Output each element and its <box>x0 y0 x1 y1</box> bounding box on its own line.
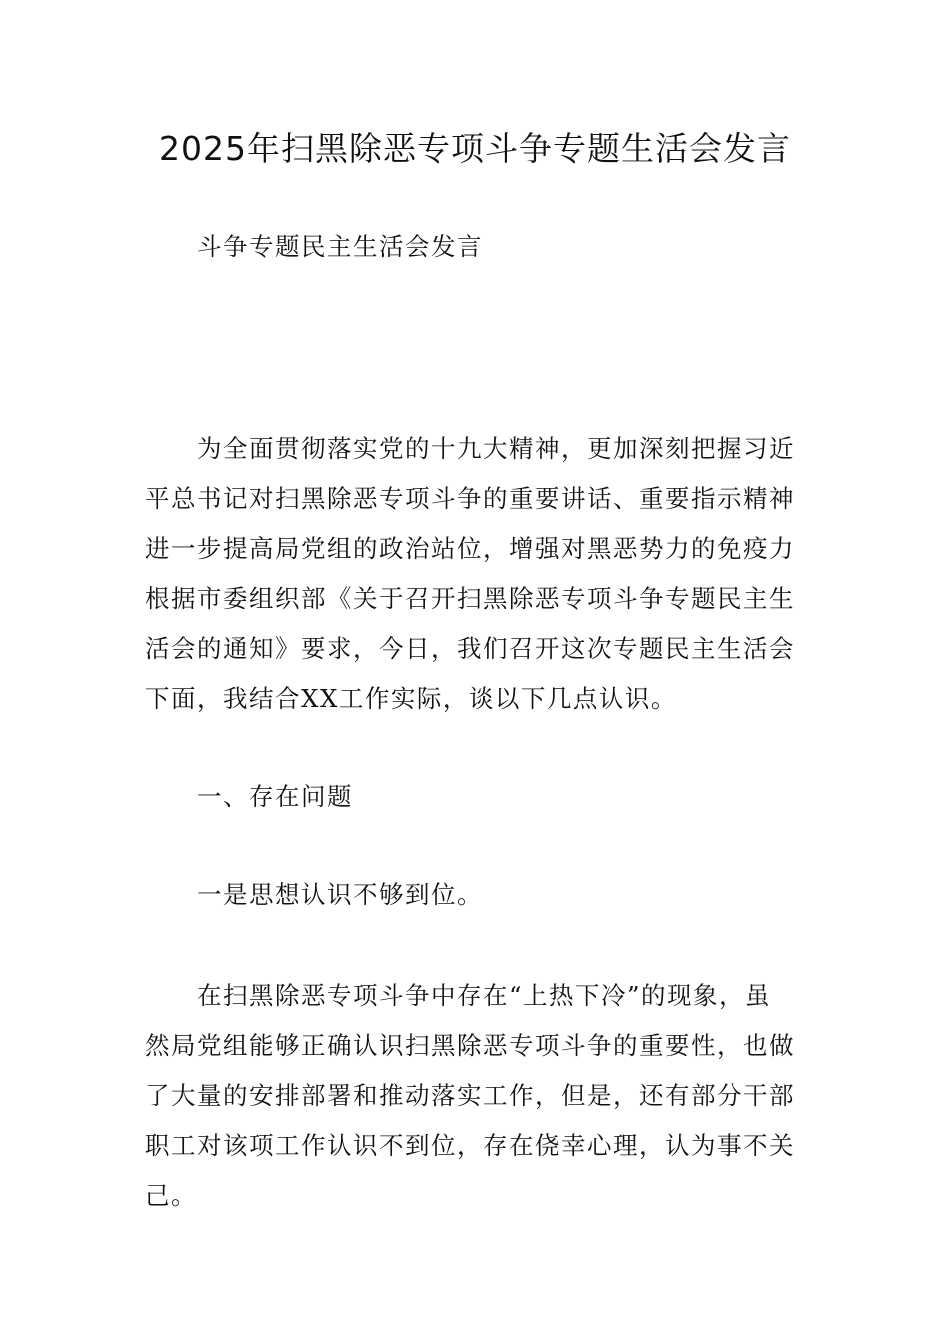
body-line: 职工对该项工作认识不到位，存在侥幸心理，认为事不关 <box>145 1131 795 1160</box>
subtitle-paragraph <box>145 222 813 272</box>
point-heading: 一是思想认识不够到位。 <box>197 880 483 909</box>
body-line: 己。 <box>145 1181 197 1210</box>
intro-paragraph <box>145 424 813 724</box>
intro-line: 为全面贯彻落实党的十九大精神，更加深刻把握习近 <box>197 434 795 463</box>
section-heading-paragraph <box>145 772 813 822</box>
intro-line: 进一步提高局党组的政治站位，增强对黑恶势力的免疫力 <box>145 534 795 563</box>
point-heading-paragraph <box>145 870 813 920</box>
section-heading: 一、存在问题 <box>197 782 353 811</box>
body-line: 了大量的安排部署和推动落实工作，但是，还有部分干部 <box>145 1081 795 1110</box>
intro-line: 平总书记对扫黑除恶专项斗争的重要讲话、重要指示精神 <box>145 484 795 513</box>
body-line: 然局党组能够正确认识扫黑除恶专项斗争的重要性，也做 <box>145 1031 795 1060</box>
intro-line: 下面，我结合XX工作实际，谈以下几点认识。 <box>145 684 677 713</box>
intro-line: 根据市委组织部《关于召开扫黑除恶专项斗争专题民主生 <box>145 584 795 613</box>
subtitle-line: 斗争专题民主生活会发言 <box>197 232 483 261</box>
intro-line: 活会的通知》要求，今日，我们召开这次专题民主生活会 <box>145 634 795 663</box>
body-paragraph <box>145 971 813 1221</box>
body-line: 在扫黑除恶专项斗争中存在“上热下冷”的现象，虽 <box>197 981 772 1010</box>
document-title: 2025年扫黑除恶专项斗争专题生活会发言 <box>159 129 791 168</box>
